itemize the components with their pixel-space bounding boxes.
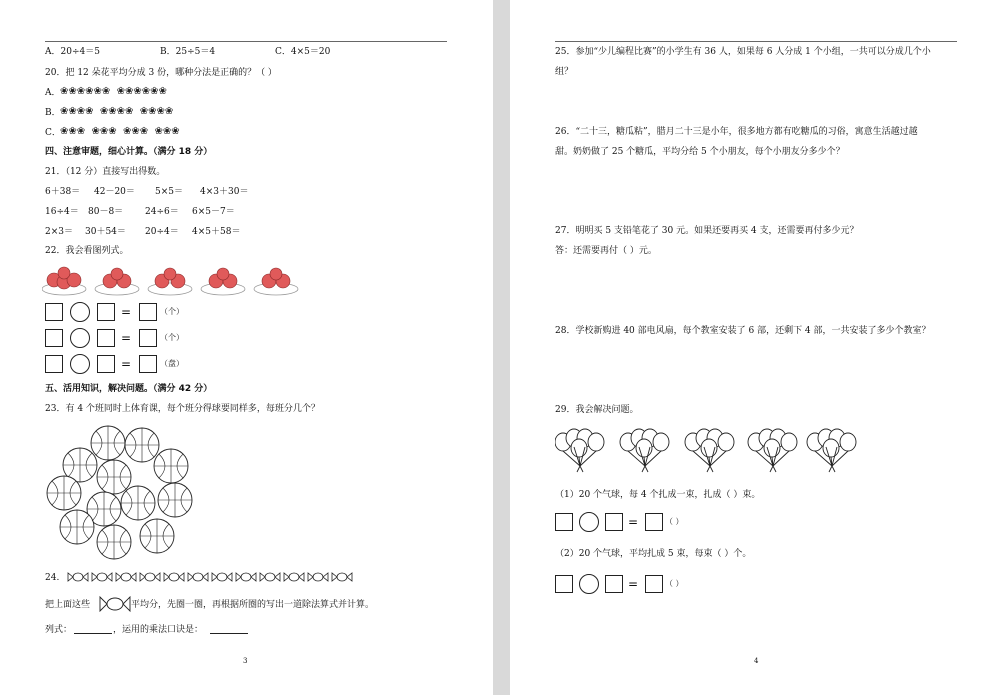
q21-item: 5×5＝ (155, 187, 183, 197)
q24-line2-a: 列式： (45, 625, 73, 635)
q22-stem: 22．我会看图列式。 (45, 246, 129, 256)
header-rule (555, 41, 957, 42)
q20-option-c: C． (45, 128, 61, 138)
q27-line1: 27．明明买 5 支铅笔花了 30 元。如果还要再买 4 支，还需要再付多少元？ (555, 226, 859, 236)
answer-box[interactable] (605, 575, 623, 593)
answer-box[interactable] (139, 355, 157, 373)
q20-option-a: A． (45, 88, 61, 98)
q24-line1-b: 平均分，先圈一圈，再根据所圈的写出一道除法算式并计算。 (131, 600, 375, 610)
flowers-a-icon: ❀❀❀❀❀❀ ❀❀❀❀❀❀ (60, 86, 167, 97)
answer-box[interactable] (97, 329, 115, 347)
q26-line1: 26．“二十三，糖瓜粘”，腊月二十三是小年，很多地方都有吃糖瓜的习俗，寓意生活越过越 (555, 127, 918, 137)
page-gutter (493, 0, 510, 695)
balloon-bunches-image (555, 428, 861, 474)
answer-box[interactable] (97, 303, 115, 321)
operator-circle[interactable] (579, 574, 599, 594)
page-right (510, 0, 1004, 695)
answer-box[interactable] (45, 355, 63, 373)
q29-sub2: （2）20 个气球，平均扎成 5 束，每束（ ）个。 (555, 549, 752, 559)
basketballs-image (44, 424, 200, 560)
candies-image (66, 571, 358, 583)
operator-circle[interactable] (70, 328, 90, 348)
q23-stem: 23．有 4 个班同时上体育课，每个班分得球要同样多，每班分几个？ (45, 404, 320, 414)
q21-item: 2×3＝ (45, 227, 73, 237)
q21-stem: 21．（12 分）直接写出得数。 (45, 167, 166, 177)
q21-item: 16÷4＝ (45, 207, 79, 217)
q19-option-a: A．20÷4＝5 (45, 47, 100, 57)
answer-blank[interactable] (74, 633, 112, 634)
q20-option-b: B． (45, 108, 61, 118)
q25-line2: 组？ (555, 67, 574, 77)
q29-stem: 29．我会解决问题。 (555, 405, 639, 415)
header-rule (45, 41, 447, 42)
q21-item: 20÷4＝ (145, 227, 179, 237)
page-number: 4 (754, 657, 759, 665)
operator-circle[interactable] (70, 302, 90, 322)
unit-label: （ ） (665, 517, 684, 526)
answer-box[interactable] (97, 355, 115, 373)
answer-box[interactable] (139, 329, 157, 347)
answer-box[interactable] (645, 575, 663, 593)
unit-label: （个） (160, 307, 184, 316)
unit-label: （ ） (665, 579, 684, 588)
page-left (0, 0, 493, 695)
q20-stem: 20．把 12 朵花平均分成 3 份，哪种分法是正确的？（ ） (45, 68, 277, 78)
operator-circle[interactable] (70, 354, 90, 374)
q21-item: 30＋54＝ (85, 227, 126, 237)
q21-item: 6×5－7＝ (192, 207, 235, 217)
equals-sign: = (121, 305, 132, 319)
q21-item: 80－8＝ (88, 207, 124, 217)
page-number: 3 (243, 657, 248, 665)
candy-icon (99, 594, 131, 614)
answer-box[interactable] (555, 513, 573, 531)
operator-circle[interactable] (579, 512, 599, 532)
q28-stem: 28．学校新购进 40 部电风扇，每个教室安装了 6 部，还剩下 4 部，一共安装了多少个教室？ (555, 326, 931, 336)
q27-answer: 答：还需要再付（ ）元。 (555, 246, 657, 256)
answer-box[interactable] (645, 513, 663, 531)
equals-sign: = (628, 577, 639, 591)
q24-line1-a: 把上面这些 (45, 600, 91, 610)
q21-item: 42－20＝ (94, 187, 135, 197)
answer-box[interactable] (139, 303, 157, 321)
q24-label: 24. (45, 573, 60, 583)
answer-box[interactable] (45, 303, 63, 321)
apple-plates-image (42, 262, 302, 298)
q26-line2: 甜。奶奶做了 25 个糖瓜，平均分给 5 个小朋友，每个小朋友分多少个？ (555, 147, 845, 157)
q21-item: 6＋38＝ (45, 187, 81, 197)
answer-box[interactable] (45, 329, 63, 347)
flowers-c-icon: ❀❀❀ ❀❀❀ ❀❀❀ ❀❀❀ (60, 126, 180, 137)
section4-heading: 四、注意审题，细心计算。（满分 18 分） (45, 147, 213, 157)
answer-blank[interactable] (210, 633, 248, 634)
equals-sign: = (628, 515, 639, 529)
q29-sub1: （1）20 个气球，每 4 个扎成一束，扎成（ ）束。 (555, 490, 761, 500)
unit-label: （盘） (160, 359, 184, 368)
flowers-b-icon: ❀❀❀❀ ❀❀❀❀ ❀❀❀❀ (60, 106, 174, 117)
answer-box[interactable] (555, 575, 573, 593)
unit-label: （个） (160, 333, 184, 342)
q19-option-b: B．25÷5＝4 (160, 47, 216, 57)
equals-sign: = (121, 357, 132, 371)
q19-option-c: C．4×5＝20 (275, 47, 331, 57)
q25-line1: 25．参加“少儿编程比赛”的小学生有 36 人，如果每 6 人分成 1 个小组，一共可以分成几个小 (555, 47, 931, 57)
equals-sign: = (121, 331, 132, 345)
q21-item: 4×3＋30＝ (200, 187, 249, 197)
q24-line2-b: ，运用的乘法口诀是： (113, 625, 204, 635)
q21-item: 24÷6＝ (145, 207, 179, 217)
q21-item: 4×5＋58＝ (192, 227, 241, 237)
answer-box[interactable] (605, 513, 623, 531)
section5-heading: 五、活用知识，解决问题。（满分 42 分） (45, 384, 213, 394)
